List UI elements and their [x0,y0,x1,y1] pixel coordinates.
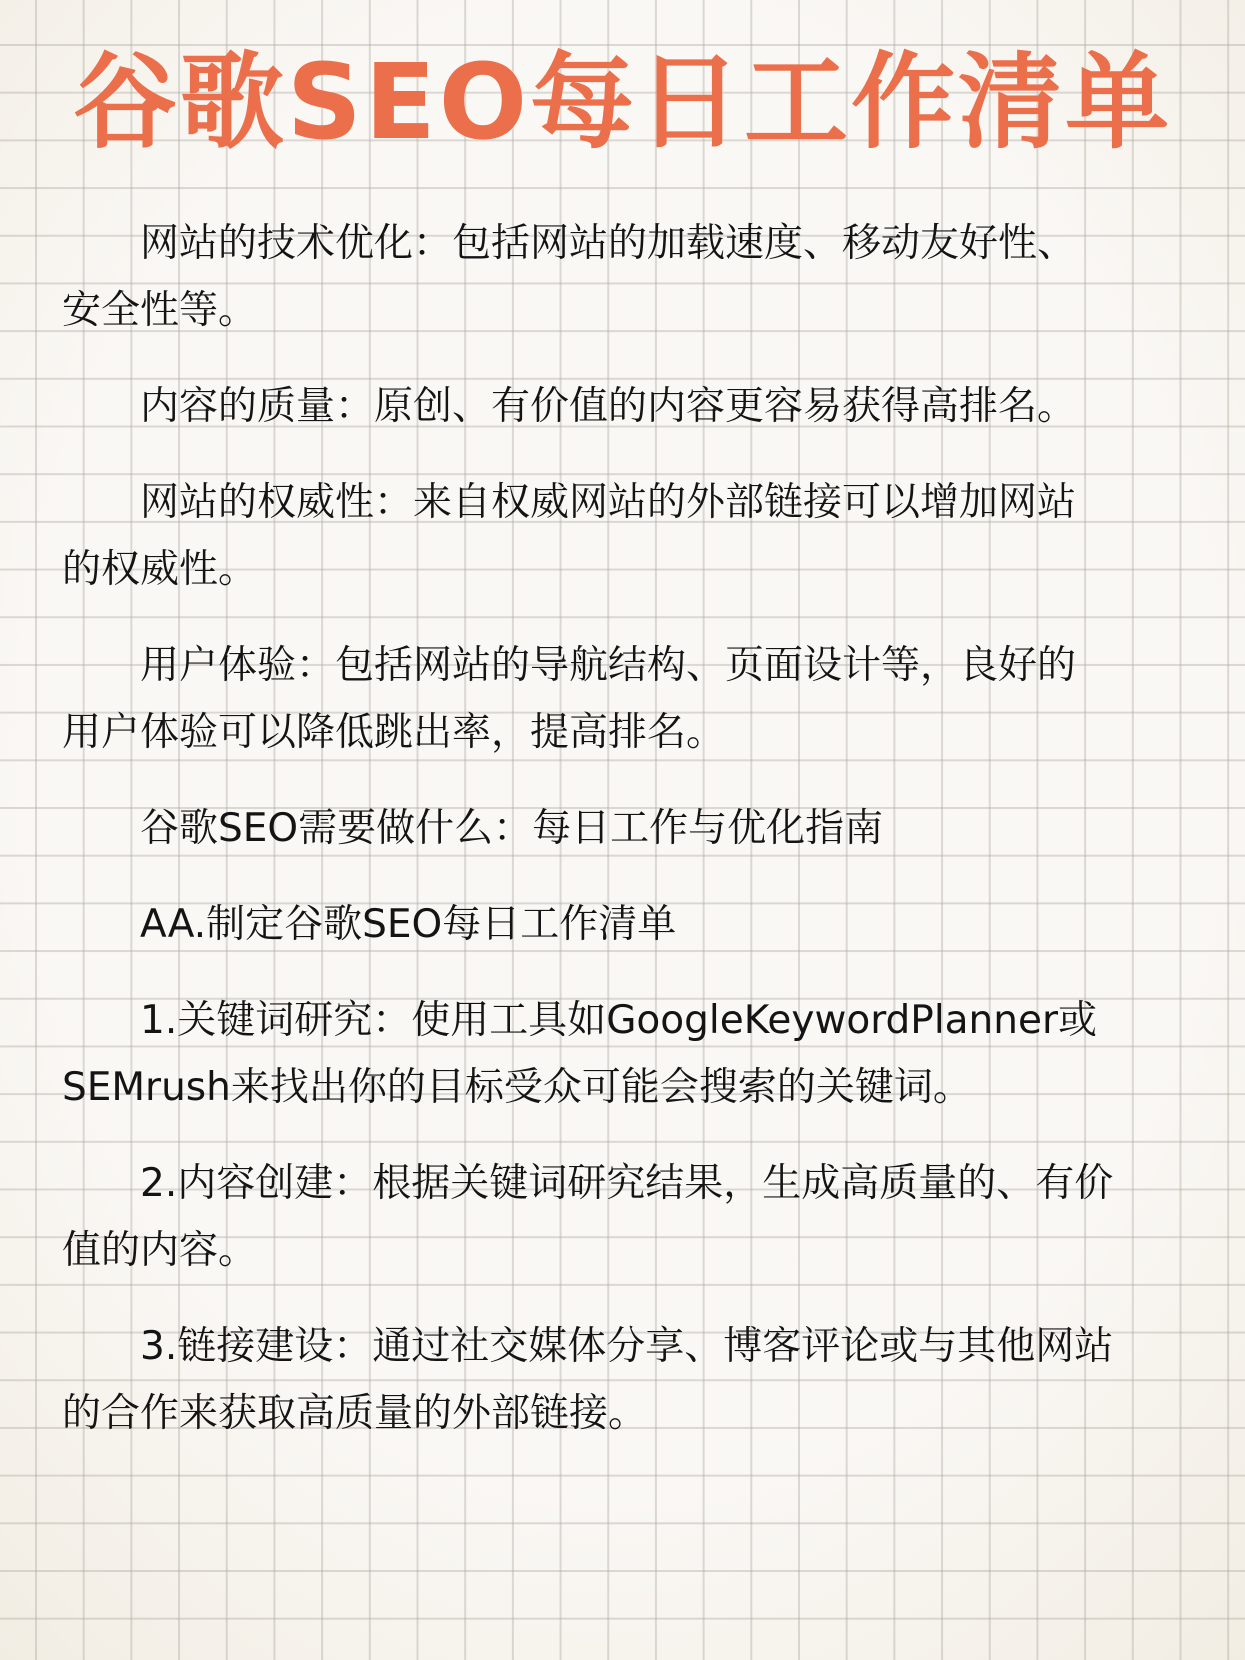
para-link-building [62,1313,1183,1447]
para-user-experience [62,632,1183,766]
text-line: 内容的质量：原创、有价值的内容更容易获得高排名。 [140,384,1077,429]
page-title: 谷歌SEO每日工作清单 [72,41,1173,163]
text-line: 3.链接建设：通过社交媒体分享、博客评论或与其他网站 [140,1324,1114,1369]
para-site-authority [62,469,1183,603]
para-keyword-research [62,987,1183,1121]
text-line: 网站的权威性：来自权威网站的外部链接可以增加网站 [140,480,1077,525]
text-line: SEMrush来找出你的目标受众可能会搜索的关键词。 [62,1065,972,1110]
para-seo-daily-guide [62,795,1183,862]
text-line: 安全性等。 [62,288,258,333]
body-text [0,210,1245,1447]
para-content-quality [62,373,1183,440]
para-tech-optimization [62,210,1183,344]
text-line: 用户体验：包括网站的导航结构、页面设计等，良好的 [140,643,1077,688]
text-line: 用户体验可以降低跳出率，提高排名。 [62,710,726,755]
para-aa-checklist [62,891,1183,958]
text-line: 1.关键词研究：使用工具如GoogleKeywordPlanner或 [140,998,1098,1043]
text-line: 值的内容。 [62,1228,258,1273]
text-line: 谷歌SEO需要做什么：每日工作与优化指南 [140,806,884,851]
para-content-creation [62,1150,1183,1284]
text-line: 的权威性。 [62,547,258,592]
text-line: 2.内容创建：根据关键词研究结果，生成高质量的、有价 [140,1161,1114,1206]
text-line: AA.制定谷歌SEO每日工作清单 [140,902,677,947]
text-line: 网站的技术优化：包括网站的加载速度、移动友好性、 [140,221,1077,266]
text-line: 的合作来获取高质量的外部链接。 [62,1391,648,1436]
